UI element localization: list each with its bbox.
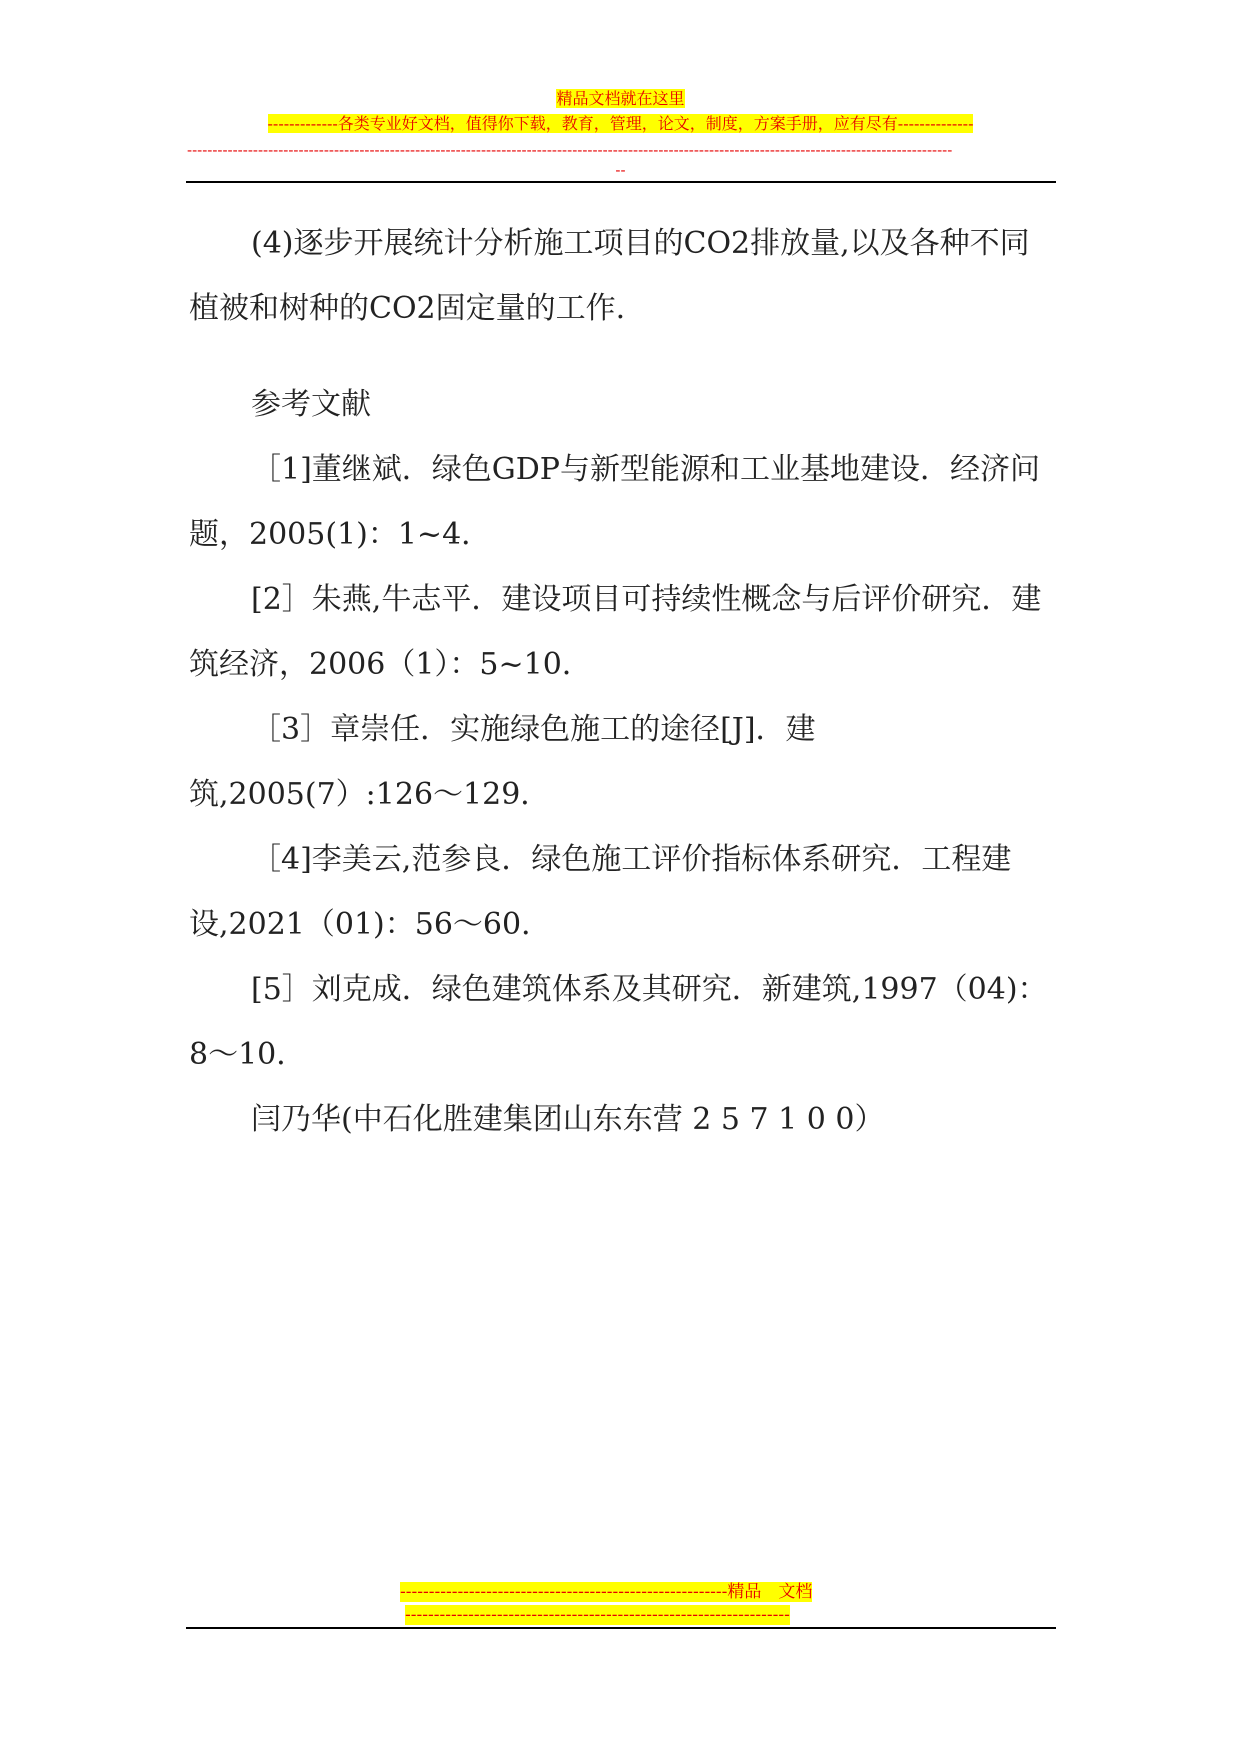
footer-line-1: ---------------------------------------------------------精品 文档 [400, 1582, 813, 1602]
reference-item: ［3］章崇任．实施绿色施工的途径[J]．建筑,2005(7）:126～129． [189, 712, 816, 812]
reference-item: [2］朱燕,牛志平．建设项目可持续性概念与后评价研究．建筑经济，2006（1）：5~10． [189, 582, 1042, 682]
reference-item: [5］刘克成．绿色建筑体系及其研究．新建筑,1997（04)：8～10． [189, 972, 1048, 1072]
footer-divider [186, 1627, 1056, 1629]
header-dash-tail: -- [615, 161, 626, 179]
header-subtitle: -------------各类专业好文档，值得你下载，教育，管理，论文，制度，方案手册，应有尽有-------------- [267, 114, 974, 133]
footer-line-2: ------------------------------------------------------------------- [405, 1605, 790, 1625]
reference-item: ［4]李美云,范参良．绿色施工评价指标体系研究．工程建设,2021（01)：56～60． [189, 842, 1012, 942]
header-divider [186, 181, 1056, 183]
header-title: 精品文档就在这里 [556, 89, 685, 108]
header-dash-line: ------------------------------------------------------------------------------------------------------------------------------------------------------- [187, 141, 953, 159]
author-affiliation: 闫乃华(中石化胜建集团山东东营 2 5 7 1 0 0） [251, 1102, 885, 1137]
reference-item: ［1]董继斌．绿色GDP与新型能源和工业基地建设．经济问题，2005(1)：1~4． [189, 452, 1040, 552]
body-paragraph: (4)逐步开展统计分析施工项目的CO2排放量,以及各种不同植被和树种的CO2固定量的工作. [189, 226, 1030, 326]
references-heading: 参考文献 [251, 387, 371, 422]
